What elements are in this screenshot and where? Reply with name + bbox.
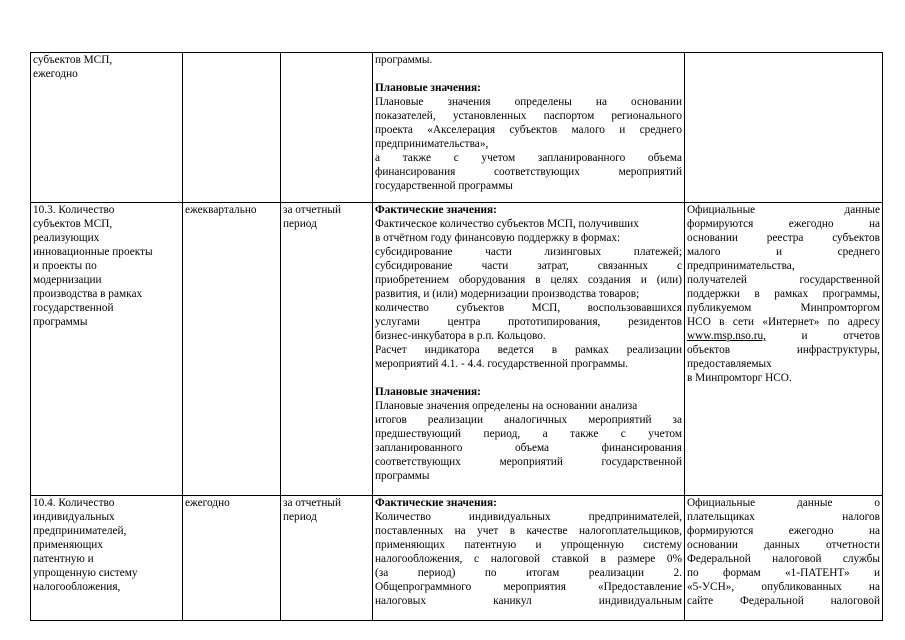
cell-line: бизнес-инкубатора в р.п. Кольцово. xyxy=(375,330,546,342)
cell-line: период xyxy=(283,218,317,230)
cell-line: 10.4. Количество xyxy=(33,497,115,509)
cell-line: предпринимательства, xyxy=(687,260,795,272)
cell-line: применяющих xyxy=(33,539,103,551)
cell-line: Фактическое количество субъектов МСП, получивших xyxy=(375,218,639,230)
cell-line: налогообложения, xyxy=(33,581,121,593)
cell-line: инновационные проекты xyxy=(33,246,153,258)
cell-line: субъектов МСП, xyxy=(33,54,113,66)
cell-line: услугами центра прототипирования, резидентов xyxy=(375,316,682,328)
method-cell xyxy=(373,496,685,621)
cell-line: Официальные данные о xyxy=(687,497,880,509)
cell-line: за отчетный xyxy=(283,204,342,216)
cell-line: проекта «Акселерация субъектов малого и среднего xyxy=(375,124,682,136)
cell-line: в отчётном году финансовую поддержку в формах: xyxy=(375,232,621,244)
cell-line: программы xyxy=(375,470,430,482)
cell-line: и отчетов xyxy=(801,330,880,342)
cell-line: модернизации xyxy=(33,274,102,286)
cell-line: период xyxy=(283,511,317,523)
frequency-cell: ежеквартально xyxy=(183,203,281,496)
cell-line: соответствующих мероприятий государственной xyxy=(375,456,682,468)
cell-line: Плановые значения определены на основании xyxy=(375,96,682,108)
cell-line: сайте Федеральной налоговой xyxy=(687,595,880,607)
blank-line xyxy=(375,67,682,81)
cell-line: по формам «1-ПАТЕНТ» и xyxy=(687,567,880,579)
cell-line: ежегодно xyxy=(33,68,78,80)
cell-line: упрощенную систему xyxy=(33,567,138,579)
table-row xyxy=(31,53,883,203)
cell-line: субсидирование части затрат, связанных с xyxy=(375,260,682,272)
cell-line: Количество индивидуальных предпринимателей, xyxy=(375,511,682,523)
source-cell xyxy=(685,203,883,496)
cell-line: предпринимательства», xyxy=(375,138,489,150)
cell-line: субсидирование части лизинговых платежей; xyxy=(375,246,682,258)
cell-line: и проекты по xyxy=(33,260,97,272)
section-heading: Плановые значения: xyxy=(375,82,481,94)
cell-line: финансирования соответствующих мероприятий xyxy=(375,166,682,178)
period-cell xyxy=(281,496,373,621)
cell-line: налоговых каникул индивидуальным xyxy=(375,595,682,607)
cell-line: публикуемом Минпромторгом xyxy=(687,302,880,314)
indicator-name-cell xyxy=(31,53,183,203)
period-cell xyxy=(281,203,373,496)
cell-line: патентную и xyxy=(33,553,94,565)
cell-line: мероприятий 4.1. - 4.4. государственной программы. xyxy=(375,358,629,370)
indicator-name-cell xyxy=(31,203,183,496)
source-cell xyxy=(685,53,883,203)
method-cell xyxy=(373,53,685,203)
cell-line: а также с учетом запланированного объема xyxy=(375,152,682,164)
method-cell xyxy=(373,203,685,496)
cell-line: программы xyxy=(33,316,88,328)
cell-line: плательщиках налогов xyxy=(687,511,880,523)
cell-line: государственной xyxy=(33,302,114,314)
cell-line: развития, и (или) модернизации производства товаров; xyxy=(375,288,640,300)
cell-line: запланированного объема финансирования xyxy=(375,442,682,454)
cell-line: количество субъектов МСП, воспользовавшихся xyxy=(375,302,682,314)
cell-line: Расчет индикатора ведется в рамках реализации xyxy=(375,344,682,356)
cell-line: реализующих xyxy=(33,232,100,244)
cell-line: государственной программы xyxy=(375,180,513,192)
cell-line: Официальные данные xyxy=(687,204,880,216)
cell-line: приобретением оборудования в целях создания и (или) xyxy=(375,274,682,286)
source-cell xyxy=(685,496,883,621)
cell-line: Общепрограммного мероприятия «Предоставление xyxy=(375,581,682,593)
cell-line: в Минпромторг НСО. xyxy=(687,372,792,384)
cell-line: налогообложения, с налоговой ставкой в размере 0% xyxy=(375,553,682,565)
section-heading: Фактические значения: xyxy=(375,497,497,509)
cell-line: поддержки в рамках программы, xyxy=(687,288,880,300)
cell-line: показателей, установленных паспортом регионального xyxy=(375,110,682,122)
period-cell xyxy=(281,53,373,203)
cell-line: за отчетный xyxy=(283,497,342,509)
cell-line: индивидуальных xyxy=(33,511,115,523)
blank-line xyxy=(375,371,682,385)
cell-line: итогов реализации аналогичных мероприятий за xyxy=(375,414,682,426)
cell-line: Федеральной налоговой службы xyxy=(687,553,880,565)
cell-line: НСО в сети «Интернет» по адресу xyxy=(687,316,880,328)
frequency-cell xyxy=(183,53,281,203)
cell-line: основании реестра субъектов xyxy=(687,232,880,244)
cell-line: предоставляемых xyxy=(687,358,772,370)
table-row xyxy=(31,496,883,621)
cell-line: программы. xyxy=(375,54,433,66)
cell-line: Плановые значения определены на основании анализа xyxy=(375,400,638,412)
indicator-name-cell xyxy=(31,496,183,621)
section-heading: Плановые значения: xyxy=(375,386,481,398)
cell-line: производства в рамках xyxy=(33,288,143,300)
frequency-cell: ежегодно xyxy=(183,496,281,621)
msp-site-link[interactable]: www.msp.nso.ru, xyxy=(687,330,766,342)
section-heading: Фактические значения: xyxy=(375,204,497,216)
cell-line: формируются ежегодно на xyxy=(687,525,880,537)
cell-line: формируются ежегодно на xyxy=(687,218,880,230)
cell-line: поставленных на учет в качестве налогоплательщиков, xyxy=(375,525,682,537)
indicator-table xyxy=(30,52,883,621)
cell-line: (за период) по итогам реализации 2. xyxy=(375,567,682,579)
cell-line: объектов инфраструктуры, xyxy=(687,344,880,356)
cell-line: получателей государственной xyxy=(687,274,880,286)
cell-line: 10.3. Количество xyxy=(33,204,115,216)
cell-line: предпринимателей, xyxy=(33,525,127,537)
cell-line: субъектов МСП, xyxy=(33,218,113,230)
cell-line: малого и среднего xyxy=(687,246,880,258)
link-line xyxy=(687,329,880,343)
cell-line: «5-УСН», опубликованных на xyxy=(687,581,880,593)
cell-line: применяющих патентную и упрощенную систему xyxy=(375,539,682,551)
table-row xyxy=(31,203,883,496)
cell-line: основании данных отчетности xyxy=(687,539,880,551)
cell-line: предшествующий период, а также с учетом xyxy=(375,428,682,440)
